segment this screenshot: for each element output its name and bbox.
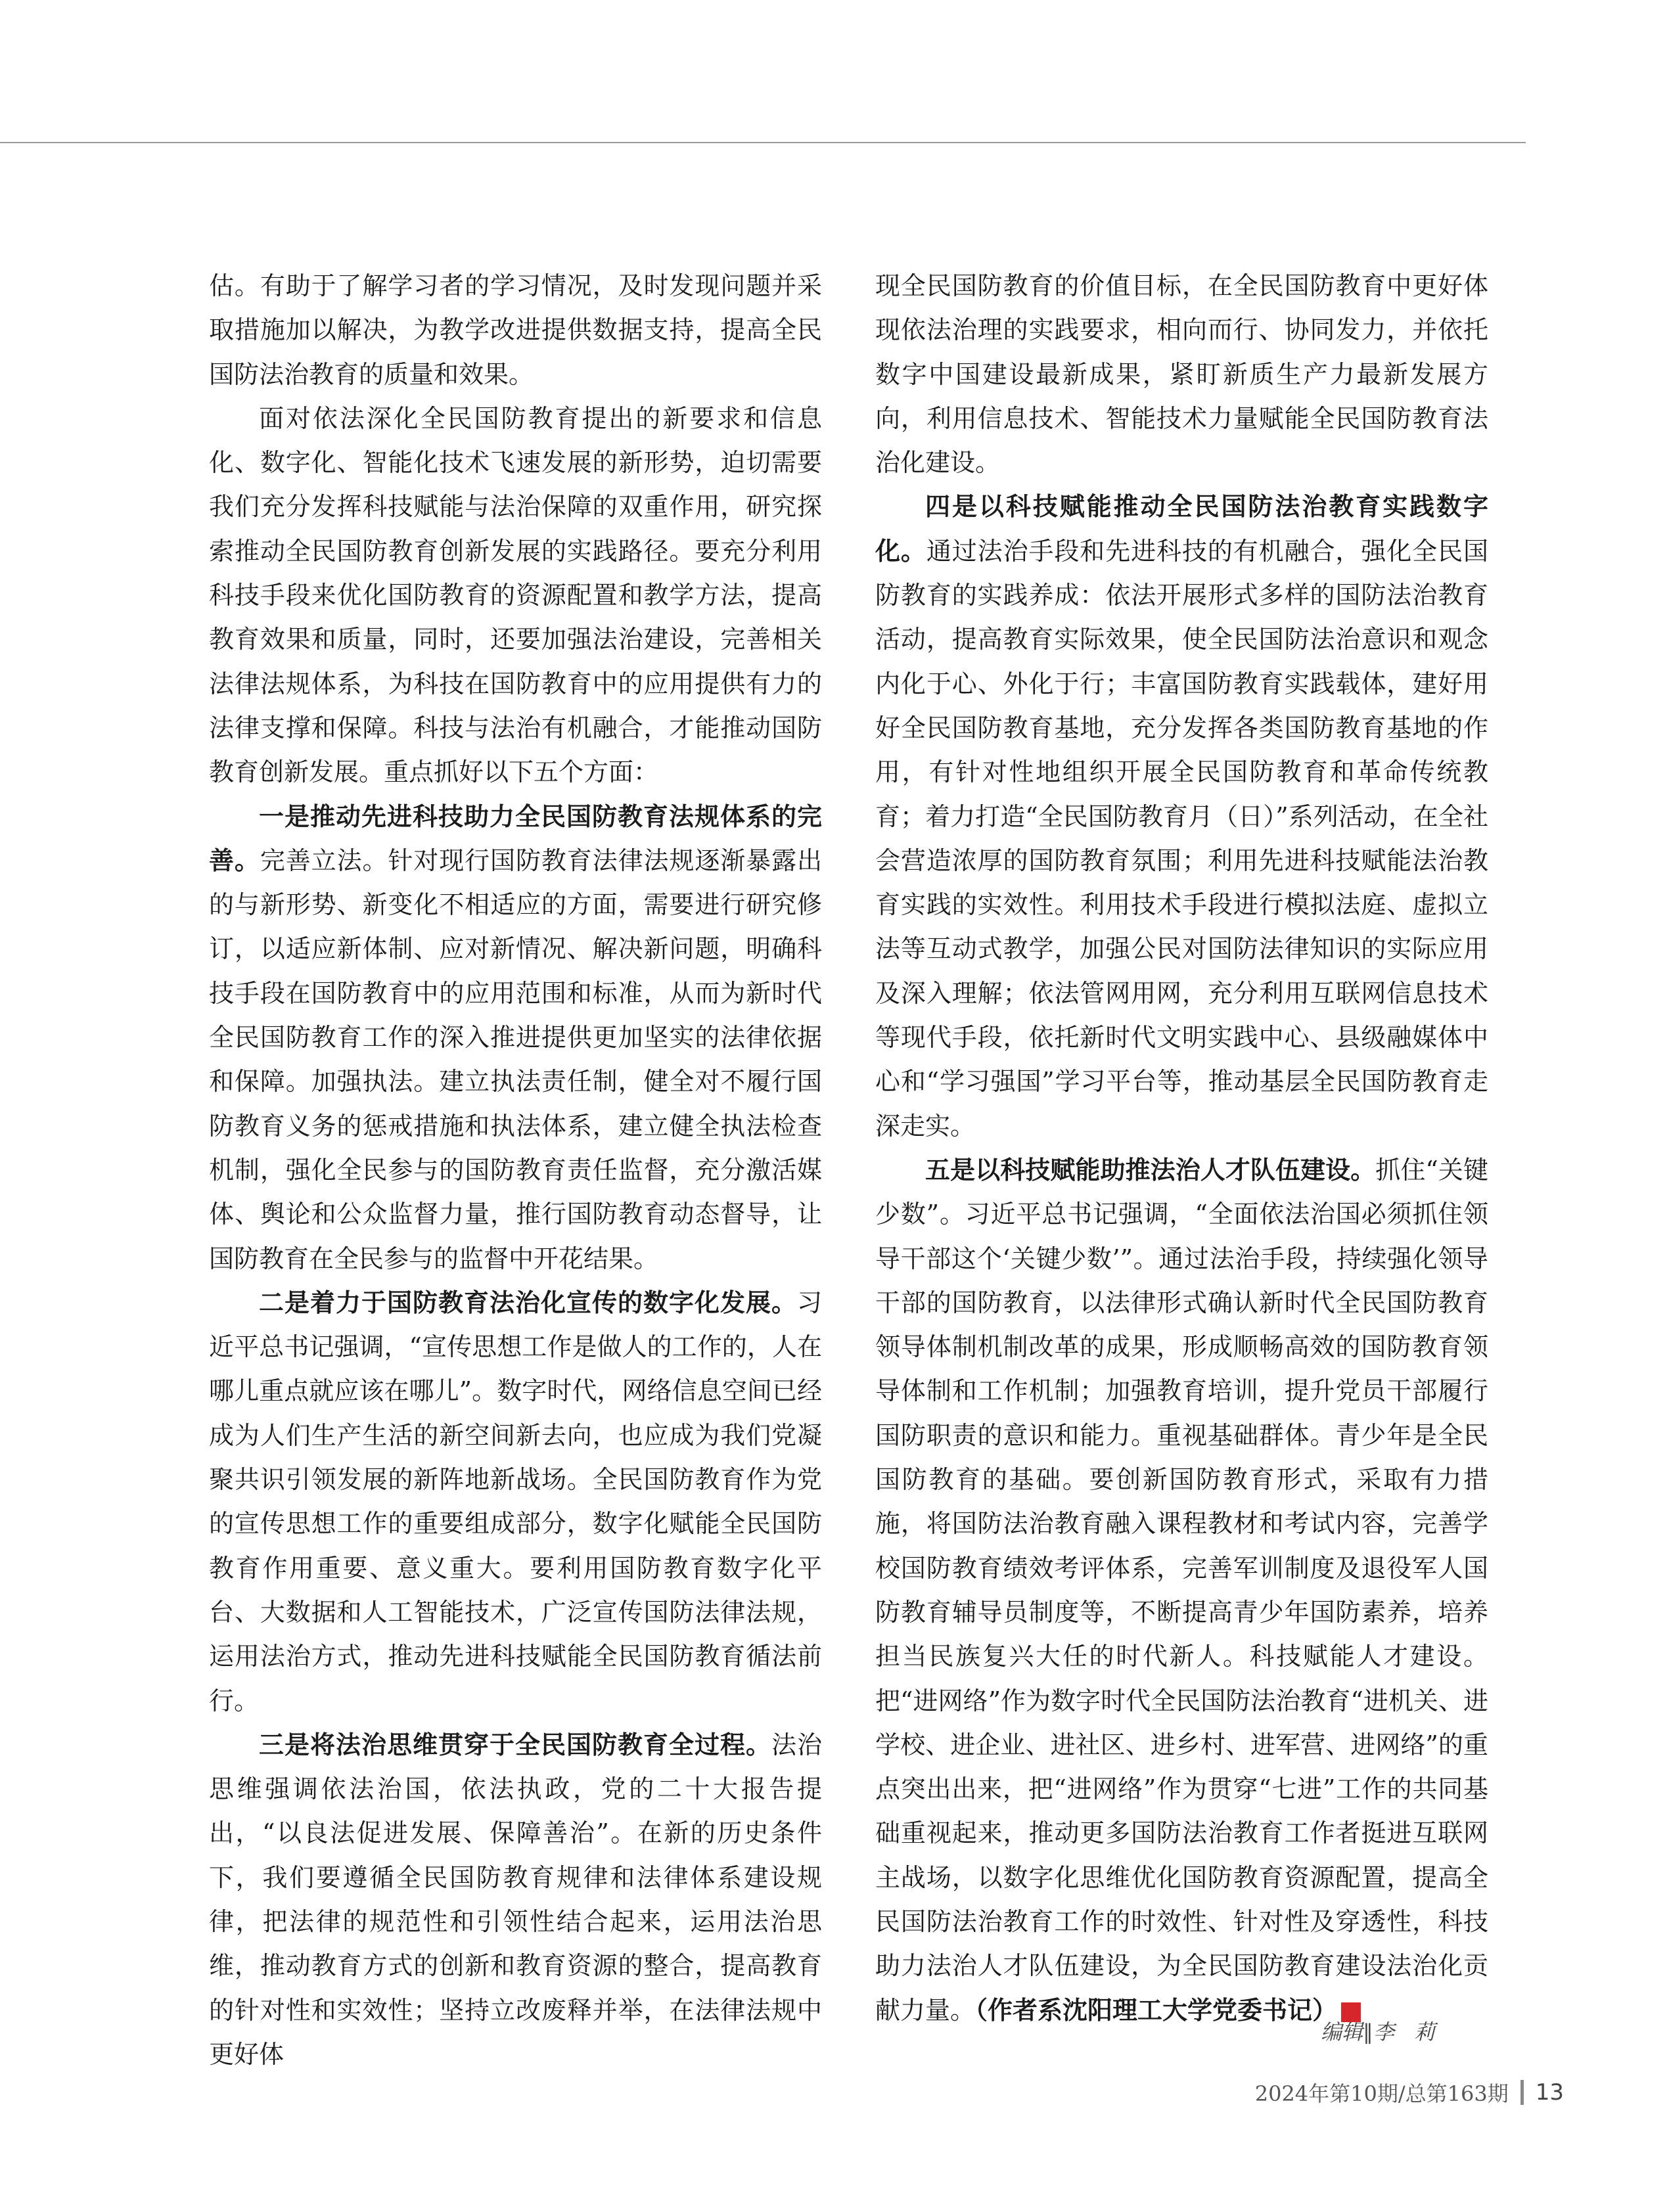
paragraph-body: 抓住“关键少数”。习近平总书记强调，“全面依法治国必须抓住领导干部这个‘关键少数’”。通过法治手段，持续强化领导干部的国防教育，以法律形式确认新时代全民国防教育领导体制机制改革的成果，形成顺畅高效的国防教育领导体制和工作机制；加强教育培训，提升党员干部履行国防职责的意识和能力。重视基础群体。青少年是全民国防教育的基础。要创新国防教育形式，采取有力措施，将国防法治教育融入课程教材和考试内容，完善学校国防教育绩效考评体系，完善军训制度及退役军人国防教育辅导员制度等，不断提高青少年国防素养，培养担当民族复兴大任的时代新人。科技赋能人才建设。把“进网络”作为数字时代全民国防法治教育“进机关、进学校、进企业、进社区、进乡村、进军营、进网络”的重点突出出来，把“进网络”作为贯穿“七进”工作的共同基础重视起来，推动更多国防法治教育工作者挺进互联网主战场，以数字化思维优化国防教育资源配置，提高全民国防法治教育工作的时效性、针对性及穿透性，科技助力法治人才队伍建设，为全民国防教育建设法治化贡献力量。 xyxy=(875,1155,1488,2025)
author-note: （作者系沈阳理工大学党委书记） xyxy=(975,1995,1338,2025)
paragraph xyxy=(209,1723,822,2077)
paragraph-body: 习近平总书记强调，“宣传思想工作是做人的工作的，人在哪儿重点就应该在哪儿”。数字时代，网络信息空间已经成为人们生产生活的新空间新去向，也应成为我们党凝聚共识引领发展的新阵地新战场。全民国防教育作为党的宣传思想工作的重要组成部分，数字化赋能全民国防教育作用重要、意义重大。要利用国防教育数字化平台、大数据和人工智能技术，广泛宣传国防法律法规，运用法治方式，推动先进科技赋能全民国防教育循法前行。 xyxy=(209,1288,822,1715)
paragraph: 估。有助于了解学习者的学习情况，及时发现问题并采取措施加以解决，为教学改进提供数据支持，提高全民国防法治教育的质量和效果。 xyxy=(209,271,822,389)
paragraph: 面对依法深化全民国防教育提出的新要求和信息化、数字化、智能化技术飞速发展的新形势，迫切需要我们充分发挥科技赋能与法治保障的双重作用，研究探索推动全民国防教育创新发展的实践路径。要充分利用科技手段来优化国防教育的资源配置和教学方法，提高教育效果和质量，同时，还要加强法治建设，完善相关法律法规体系，为科技在国防教育中的应用提供有力的法律支撑和保障。科技与法治有机融合，才能推动国防教育创新发展。重点抓好以下五个方面： xyxy=(209,403,822,787)
issue-info: 2024年第10期/总第163期 xyxy=(1254,2081,1509,2106)
editor-credit: 编辑∥李 莉 xyxy=(1321,2020,1436,2044)
page-footer xyxy=(1255,2077,1564,2108)
section-heading: 三是将法治思维贯穿于全民国防教育全过程。 xyxy=(259,1730,771,1759)
right-column xyxy=(875,264,1488,2033)
page-number: 13 xyxy=(1535,2079,1564,2106)
paragraph xyxy=(875,1148,1488,2033)
left-column xyxy=(209,264,822,2077)
paragraph-body: 法治思维强调依法治国，依法执政，党的二十大报告提出，“以良法促进发展、保障善治”。在新的历史条件下，我们要遵循全民国防教育规律和法律体系建设规律，把法律的规范性和引领性结合起来，运用法治思维，推动教育方式的创新和教育资源的整合，提高教育的针对性和实效性；坚持立改废释并举，在法律法规中更好体 xyxy=(209,1730,822,2069)
section-heading: 五是以科技赋能助推法治人才队伍建设。 xyxy=(925,1155,1376,1185)
section-heading: 一是推动先进科技助力全民国防教育法规体系的完善。 xyxy=(209,801,822,875)
paragraph xyxy=(875,485,1488,1148)
footer-divider xyxy=(1520,2080,1524,2105)
paragraph xyxy=(209,795,822,1281)
header-rule xyxy=(0,142,1526,143)
end-mark-icon: G xyxy=(1341,2002,1361,2022)
section-heading: 二是着力于国防教育法治化宣传的数字化发展。 xyxy=(259,1288,797,1317)
paragraph xyxy=(209,1281,822,1723)
section-heading: 四是以科技赋能推动全民国防法治教育实践数字化。 xyxy=(875,492,1488,566)
paragraph-body: 通过法治手段和先进科技的有机融合，强化全民国防教育的实践养成：依法开展形式多样的国防法治教育活动，提高教育实际效果，使全民国防法治意识和观念内化于心、外化于行；丰富国防教育实践载体，建好用好全民国防教育基地，充分发挥各类国防教育基地的作用，有针对性地组织开展全民国防教育和革命传统教育；着力打造“全民国防教育月（日）”系列活动，在全社会营造浓厚的国防教育氛围；利用先进科技赋能法治教育实践的实效性。利用技术手段进行模拟法庭、虚拟立法等互动式教学，加强公民对国防法律知识的实际应用及深入理解；依法管网用网，充分利用互联网信息技术等现代手段，依托新时代文明实践中心、县级融媒体中心和“学习强国”学习平台等，推动基层全民国防教育走深走实。 xyxy=(875,536,1488,1140)
paragraph-body: 完善立法。针对现行国防教育法律法规逐渐暴露出的与新形势、新变化不相适应的方面，需要进行研究修订，以适应新体制、应对新情况、解决新问题，明确科技手段在国防教育中的应用范围和标准，从而为新时代全民国防教育工作的深入推进提供更加坚实的法律依据和保障。加强执法。建立执法责任制，健全对不履行国防教育义务的惩戒措施和执法体系，建立健全执法检查机制，强化全民参与的国防教育责任监督，充分激活媒体、舆论和公众监督力量，推行国防教育动态督导，让国防教育在全民参与的监督中开花结果。 xyxy=(209,846,822,1273)
paragraph: 现全民国防教育的价值目标，在全民国防教育中更好体现依法治理的实践要求，相向而行、协同发力，并依托数字中国建设最新成果，紧盯新质生产力最新发展方向，利用信息技术、智能技术力量赋能全民国防教育法治化建设。 xyxy=(875,271,1488,478)
